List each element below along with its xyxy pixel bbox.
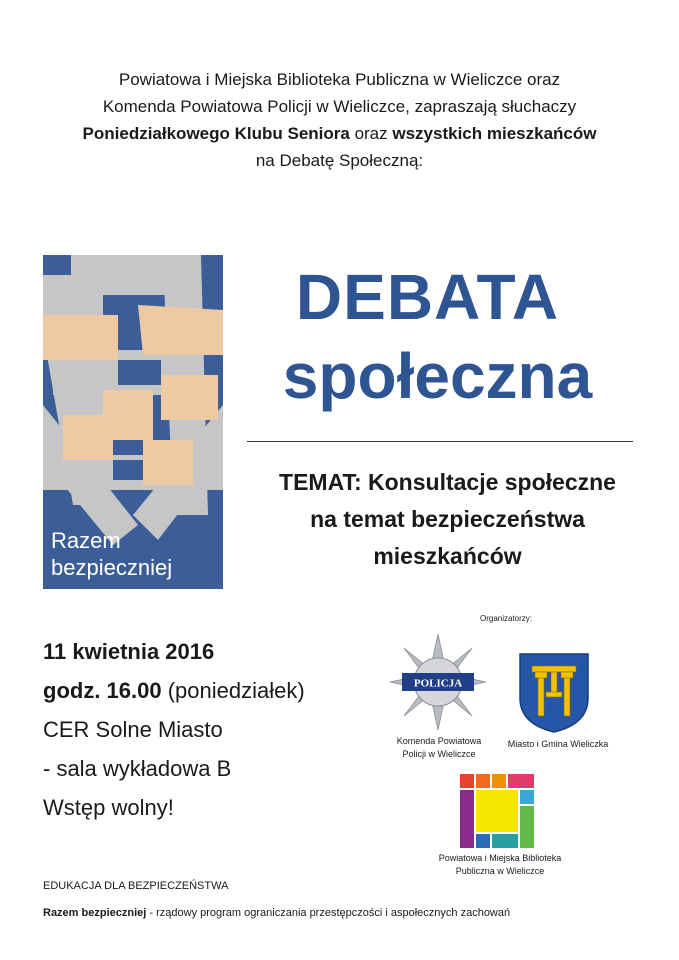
logo-text-bezpieczniej: bezpieczniej [51, 555, 173, 580]
intro-club: Poniedziałkowego Klubu Seniora [82, 124, 350, 143]
razem-bezpieczniej-logo [43, 255, 223, 589]
topic-line-2: na temat bezpieczeństwa [310, 506, 585, 532]
organizers-label: Organizatorzy: [480, 614, 533, 623]
intro-text [0, 66, 679, 174]
topic-line-3: mieszkańców [373, 543, 522, 569]
logo-text-razem: Razem [51, 528, 121, 553]
topic-line-1: TEMAT: Konsultacje społeczne [279, 469, 616, 495]
wieliczka-coat-of-arms-icon [518, 652, 590, 734]
divider-line [247, 441, 633, 442]
event-details [43, 632, 383, 827]
education-label: EDUKACJA DLA BEZPIECZEŃSTWA [43, 880, 229, 892]
event-date [43, 632, 383, 671]
event-time [43, 671, 383, 710]
topic-block [250, 464, 645, 575]
headline-debata: DEBATA [295, 261, 560, 333]
intro-oraz: oraz [349, 124, 393, 143]
program-name: Razem bezpieczniej [43, 907, 147, 919]
police-star-icon [388, 632, 488, 732]
headline-spoleczna: społeczna [282, 340, 593, 412]
program-note [43, 907, 510, 919]
event-date-text: 11 kwietnia 2016 [43, 639, 215, 664]
library-caption-line-1: Powiatowa i Miejska Biblioteka [438, 853, 562, 863]
library-caption [425, 852, 575, 878]
library-logo-icon [458, 772, 536, 850]
event-time-bold: godz. 16.00 [43, 678, 162, 703]
intro-residents: wszystkich mieszkańców [392, 124, 597, 143]
event-place: CER Solne Miasto [43, 717, 223, 742]
police-caption-line-1: Komenda Powiatowa [396, 736, 482, 746]
event-entry: Wstęp wolny! [43, 795, 174, 820]
event-room: - sala wykładowa B [43, 756, 232, 781]
intro-line-3 [0, 120, 679, 147]
intro-line-1: Powiatowa i Miejska Biblioteka Publiczna w Wieliczce oraz [118, 70, 561, 89]
city-caption: Miasto i Gmina Wieliczka [507, 739, 609, 749]
program-description: - rządowy program ograniczania przestępczości i aspołecznych zachowań [146, 907, 511, 919]
intro-line-2: Komenda Powiatowa Policji w Wieliczce, zapraszają słuchaczy [102, 97, 577, 116]
police-caption [380, 735, 498, 761]
police-caption-line-2: Policji w Wieliczce [402, 749, 476, 759]
library-caption-line-2: Publiczna w Wieliczce [455, 866, 545, 876]
intro-line-4: na Debatę Społeczną: [255, 151, 424, 170]
event-time-day: (poniedziałek) [161, 678, 305, 703]
police-badge-text: POLICJA [413, 677, 463, 690]
